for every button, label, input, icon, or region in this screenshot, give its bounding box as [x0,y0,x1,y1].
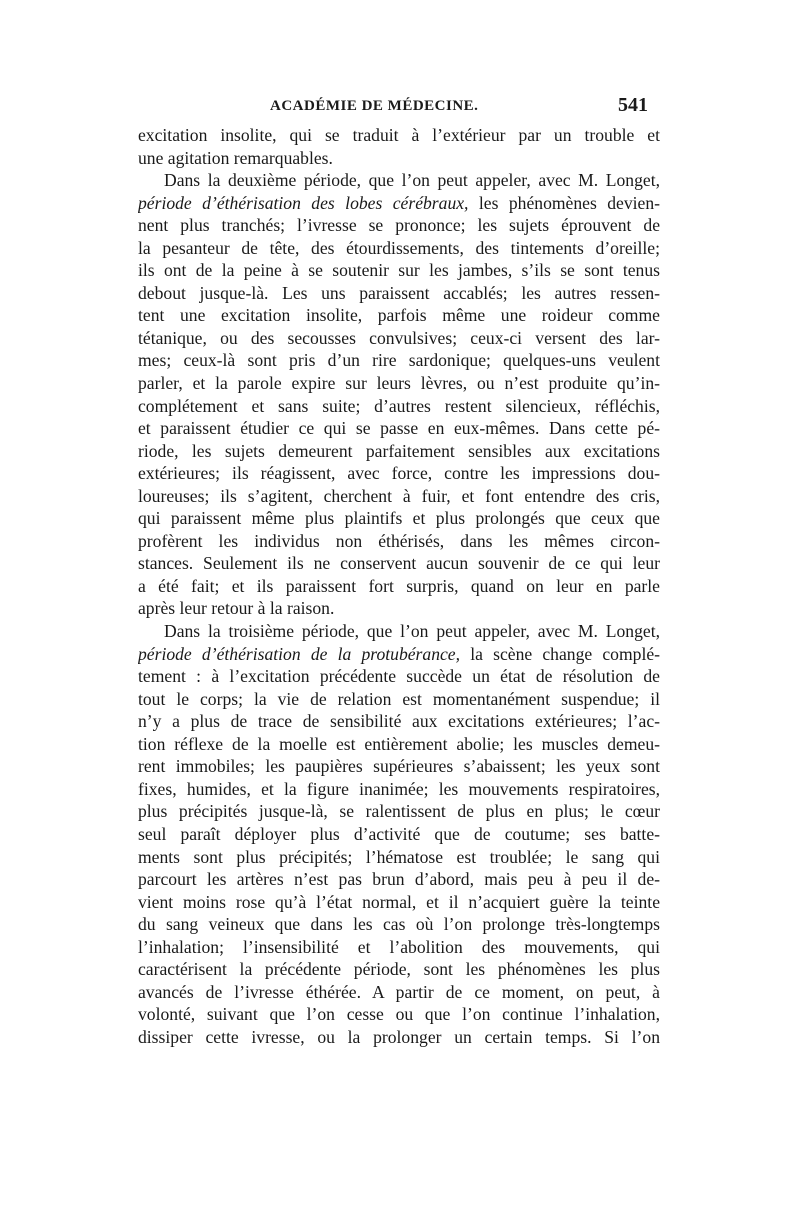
text-line [138,597,660,620]
line-text: rent immobiles; les paupières supérieures s’abaissent; les yeux sont [138,756,660,777]
line-text: fixes, humides, et la figure inanimée; les mouvements respiratoires, [138,778,660,799]
page-number: 541 [618,94,648,116]
line-text: la scène change complé- [460,643,660,664]
line-text: ils ont de la peine à se soutenir sur les jambes, s’ils se sont tenus [138,260,660,281]
text-line [138,823,660,846]
page-body [138,124,660,1048]
text-line [138,304,660,327]
line-text: riode, les sujets demeurent parfaitement sensibles aux excitations [138,440,660,461]
text-line [138,936,660,959]
text-line [138,846,660,869]
line-text: vient moins rose qu’à l’état normal, et il n’acquiert guère la teinte [138,891,660,912]
text-line [138,485,660,508]
line-text: du sang veineux que dans les cas où l’on prolonge très-longtemps [138,914,660,935]
text-line [138,552,660,575]
line-text: plus précipités jusque-là, se ralentissent de plus en plus; le cœur [138,801,660,822]
line-text: stances. Seulement ils ne conservent aucun souvenir de ce qui leur [138,553,660,574]
text-line [138,214,660,237]
text-line [138,530,660,553]
line-text: dissiper cette ivresse, ou la prolonger un certain temps. Si l’on [138,1026,660,1047]
text-line [138,958,660,981]
text-line [138,507,660,530]
line-text: nent plus tranchés; l’ivresse se prononce; les sujets éprouvent de [138,215,660,236]
line-text: debout jusque-là. Les uns paraissent accablés; les autres ressen- [138,282,660,303]
text-line [138,372,660,395]
text-line [138,620,660,643]
text-line [138,1026,660,1049]
text-line [138,868,660,891]
text-line [138,147,660,170]
text-line [138,192,660,215]
line-text: et paraissent étudier ce qui se passe en eux-mêmes. Dans cette pé- [138,418,660,439]
page-header [0,94,800,120]
text-line [138,282,660,305]
text-line [138,1003,660,1026]
line-text: complétement et sans suite; d’autres restent silencieux, réfléchis, [138,395,660,416]
line-text: excitation insolite, qui se traduit à l’extérieur par un trouble et [138,125,660,145]
line-text: tétanique, ou des secousses convulsives; ceux-ci versent des lar- [138,327,660,348]
text-line [138,778,660,801]
text-line [138,710,660,733]
text-line [138,395,660,418]
line-text: tout le corps; la vie de relation est momentanément suspendue; il [138,688,660,709]
text-line [138,891,660,914]
line-text: seul paraît déployer plus d’activité que de coutume; ses batte- [138,823,660,844]
line-text: les phénomènes devien- [468,192,660,213]
line-text: extérieures; ils réagissent, avec force, contre les impressions dou- [138,463,660,484]
line-text: Dans la deuxième période, que l’on peut appeler, avec M. Longet, [164,170,660,191]
text-line [138,800,660,823]
line-text: profèrent les individus non éthérisés, dans les mêmes circon- [138,530,660,551]
line-text: a été fait; et ils paraissent fort surpris, quand on leur en parle [138,575,660,596]
text-line [138,169,660,192]
line-text: ments sont plus précipités; l’hématose est troublée; le sang qui [138,846,660,867]
line-text: parcourt les artères n’est pas brun d’abord, mais peu à peu il de- [138,869,660,890]
text-line [138,755,660,778]
line-text: après leur retour à la raison. [138,598,335,619]
line-text: loureuses; ils s’agitent, cherchent à fuir, et font entendre des cris, [138,485,660,506]
line-text: mes; ceux-là sont pris d’un rire sardonique; quelques-uns veulent [138,350,660,371]
line-text: tement : à l’excitation précédente succède un état de résolution de [138,666,660,687]
text-line [138,981,660,1004]
italic-phrase: période d’éthérisation de la protubérance, [138,643,461,664]
text-line [138,913,660,936]
text-line [138,417,660,440]
text-line [138,349,660,372]
line-text: qui paraissent même plus plaintifs et plus prolongés que ceux que [138,508,660,529]
line-text: Dans la troisième période, que l’on peut appeler, avec M. Longet, [164,621,660,642]
line-text: tion réflexe de la moelle est entièrement abolie; les muscles demeu- [138,733,660,754]
line-text: caractérisent la précédente période, sont les phénomènes les plus [138,959,660,980]
text-line [138,259,660,282]
line-text: tent une excitation insolite, parfois même une roideur comme [138,305,660,326]
italic-phrase: période d’éthérisation des lobes cérébraux, [138,192,469,213]
text-line [138,237,660,260]
line-text: la pesanteur de tête, des étourdissements, des tintements d’oreille; [138,237,660,258]
line-text: une agitation remarquables. [138,147,333,168]
text-line [138,462,660,485]
text-line [138,575,660,598]
line-text: l’inhalation; l’insensibilité et l’abolition des mouvements, qui [138,936,660,957]
line-text: avancés de l’ivresse éthérée. A partir de ce moment, on peut, à [138,981,660,1002]
text-line [138,643,660,666]
line-text: n’y a plus de trace de sensibilité aux excitations extérieures; l’ac- [138,711,660,732]
line-text: volonté, suivant que l’on cesse ou que l’on continue l’inhalation, [138,1004,660,1025]
line-text: parler, et la parole expire sur leurs lèvres, ou n’est produite qu’in- [138,373,660,394]
text-line [138,124,660,147]
text-line [138,733,660,756]
text-line [138,327,660,350]
text-line [138,665,660,688]
running-head: ACADÉMIE DE MÉDECINE. [270,98,479,114]
text-line [138,440,660,463]
text-line [138,688,660,711]
